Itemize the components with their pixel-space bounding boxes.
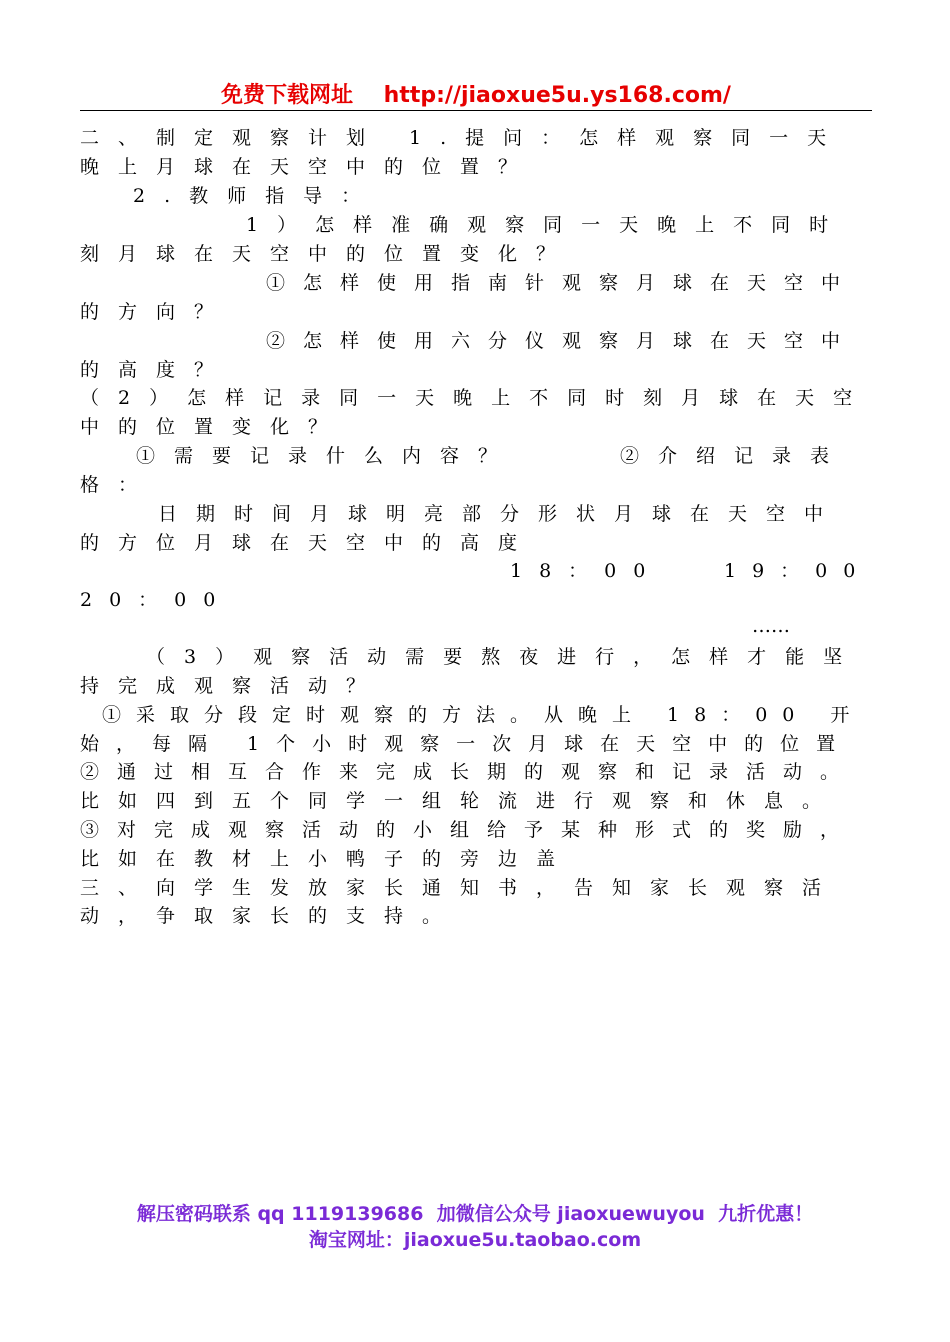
text-line: 持完成观察活动？: [80, 675, 385, 697]
footer-shop-link[interactable]: 淘宝网址：jiaoxue5u.taobao.com: [308, 1229, 642, 1251]
text-line: 格：: [80, 474, 157, 496]
text-line: 始，每隔 1个小时观察一次月球在天空中的位置: [80, 733, 853, 755]
text-line: （2）怎样记录同一天晚上不同时刻月球在天空: [80, 387, 872, 409]
text-line: ②怎样使用六分仪观察月球在天空中: [266, 330, 859, 352]
text-line: 比如四到五个同学一组轮流进行观察和休息。: [80, 790, 841, 812]
ellipsis-text: ……: [752, 615, 790, 637]
text-line: 晚上月球在天空中的位置？: [80, 156, 537, 178]
header-title: 免费下载网址 http://jiaoxue5u.ys168.com/: [221, 83, 731, 108]
page-header: [80, 76, 872, 111]
text-line: ①采取分段定时观察的方法。从晚上 18：00 开: [102, 704, 865, 726]
text-line: ③对完成观察活动的小组给予某种形式的奖励，: [80, 819, 858, 841]
footer-contact-text: 解压密码联系 qq 1119139686 加微信公众号 jiaoxuewuyou 九折优惠！: [136, 1203, 814, 1225]
text-line: 日期时间月球明亮部分形状月球在天空中: [158, 503, 843, 525]
text-line: 1）怎样准确观察同一天晚上不同时: [246, 214, 848, 236]
text-line: 的方向？: [80, 301, 233, 323]
text-line: 动，争取家长的支持。: [80, 905, 461, 927]
time-cell: 18：00: [510, 560, 663, 582]
text-line: 三、向学生发放家长通知书，告知家长观察活: [80, 877, 841, 899]
text-line: 的高度？: [80, 359, 233, 381]
text-line: 2.教师指导：: [133, 185, 380, 207]
text-line: （3）观察活动需要熬夜进行，怎样才能坚: [146, 646, 862, 668]
text-line: 比如在教材上小鸭子的旁边盖: [80, 848, 575, 870]
text-line: ①怎样使用指南针观察月球在天空中: [266, 272, 859, 294]
text-line: ②通过相互合作来完成长期的观察和记录活动。: [80, 761, 858, 783]
text-line: 的方位月球在天空中的高度: [80, 532, 537, 554]
text-line: 刻月球在天空中的位置变化？: [80, 243, 575, 265]
time-cell: 20：00: [80, 589, 233, 611]
text-line: 二、制定观察计划 1.提问：怎样观察同一天: [80, 127, 846, 149]
text-line: ①需要记录什么内容？: [136, 445, 517, 467]
text-line: 中的位置变化？: [80, 416, 347, 438]
text-line: ②介绍记录表: [620, 445, 849, 467]
time-cell: 19：00: [724, 560, 872, 582]
